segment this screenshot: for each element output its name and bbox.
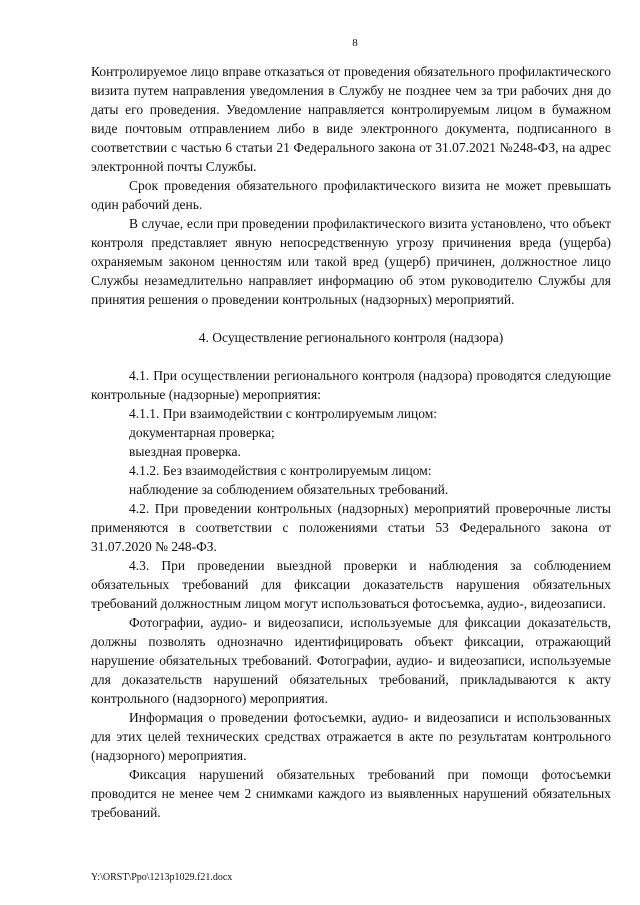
paragraph-4-1: 4.1. При осуществлении регионального контроля (надзора) проводятся следующие контрольные (надзорные) мероприятия: — [91, 368, 611, 402]
file-path-footer: Y:\ORST\Ppo\1213p1029.f21.docx — [91, 872, 233, 883]
list-item-observation: наблюдение за соблюдением обязательных требований. — [129, 482, 449, 497]
paragraph-4-1-2: 4.1.2. Без взаимодействия с контролируемым лицом: — [129, 463, 432, 478]
paragraph-4-3: 4.3. При проведении выездной проверки и наблюдения за соблюдением обязательных требований для фиксации доказательств нарушения обязательных требований должностным лицом могут использоваться фотосъемка, аудио-, видеозаписи. — [91, 558, 611, 611]
list-item-documentary-check: документарная проверка; — [129, 425, 275, 440]
section-heading: 4. Осуществление регионального контроля (надзора) — [198, 330, 504, 345]
page-number: 8 — [352, 37, 358, 49]
document-page — [91, 36, 611, 822]
paragraph-threat-case: В случае, если при проведении профилактического визита установлено, что объект контроля представляет явную непосредственную угрозу причинения вреда (ущерба) охраняемым законом ценностям или такой вред (ущерб) причинен, должностное лицо Службы незамедлительно направляет информацию об этом руководителю Службы для принятия решения о проведении контрольных (надзорных) мероприятий. — [91, 216, 611, 307]
paragraph-visit-duration: Срок проведения обязательного профилактического визита не может превышать один рабочий день. — [91, 178, 611, 212]
paragraph-4-2: 4.2. При проведении контрольных (надзорных) мероприятий проверочные листы применяются в соответствии с положениями статьи 53 Федерального закона от 31.07.2020 № 248-ФЗ. — [91, 501, 611, 554]
paragraph-photo-requirements: Фотографии, аудио- и видеозаписи, используемые для фиксации доказательств, должны позволять однозначно идентифицировать объект фиксации, отражающий нарушение обязательных требований. Фотографии, аудио- и видеозаписи, используемые для доказательств нарушений обязательных требований, прикладываются к акту контрольного (надзорного) мероприятия. — [91, 615, 611, 706]
paragraph-photo-fixation: Фиксация нарушений обязательных требований при помощи фотосъемки проводится не менее чем 2 снимками каждого из выявленных нарушений обязательных требований. — [91, 767, 611, 820]
paragraph-4-1-1: 4.1.1. При взаимодействии с контролируемым лицом: — [129, 406, 438, 421]
list-item-field-check: выездная проверка. — [129, 444, 241, 459]
paragraph-refusal-notice: Контролируемое лицо вправе отказаться от проведения обязательного профилактического визита путем направления уведомления в Службу не позднее чем за три рабочих дня до даты его проведения. Уведомление направляется контролируемым лицом в бумажном виде почтовым отправлением либо в виде электронного документа, подписанного в соответствии с частью 6 статьи 21 Федерального закона от 31.07.2021 №248-ФЗ, на адрес электронной почты Службы. — [91, 64, 611, 174]
paragraph-recording-info: Информация о проведении фотосъемки, аудио- и видеозаписи и использованных для этих целей технических средствах отражается в акте по результатам контрольного (надзорного) мероприятия. — [91, 710, 611, 763]
